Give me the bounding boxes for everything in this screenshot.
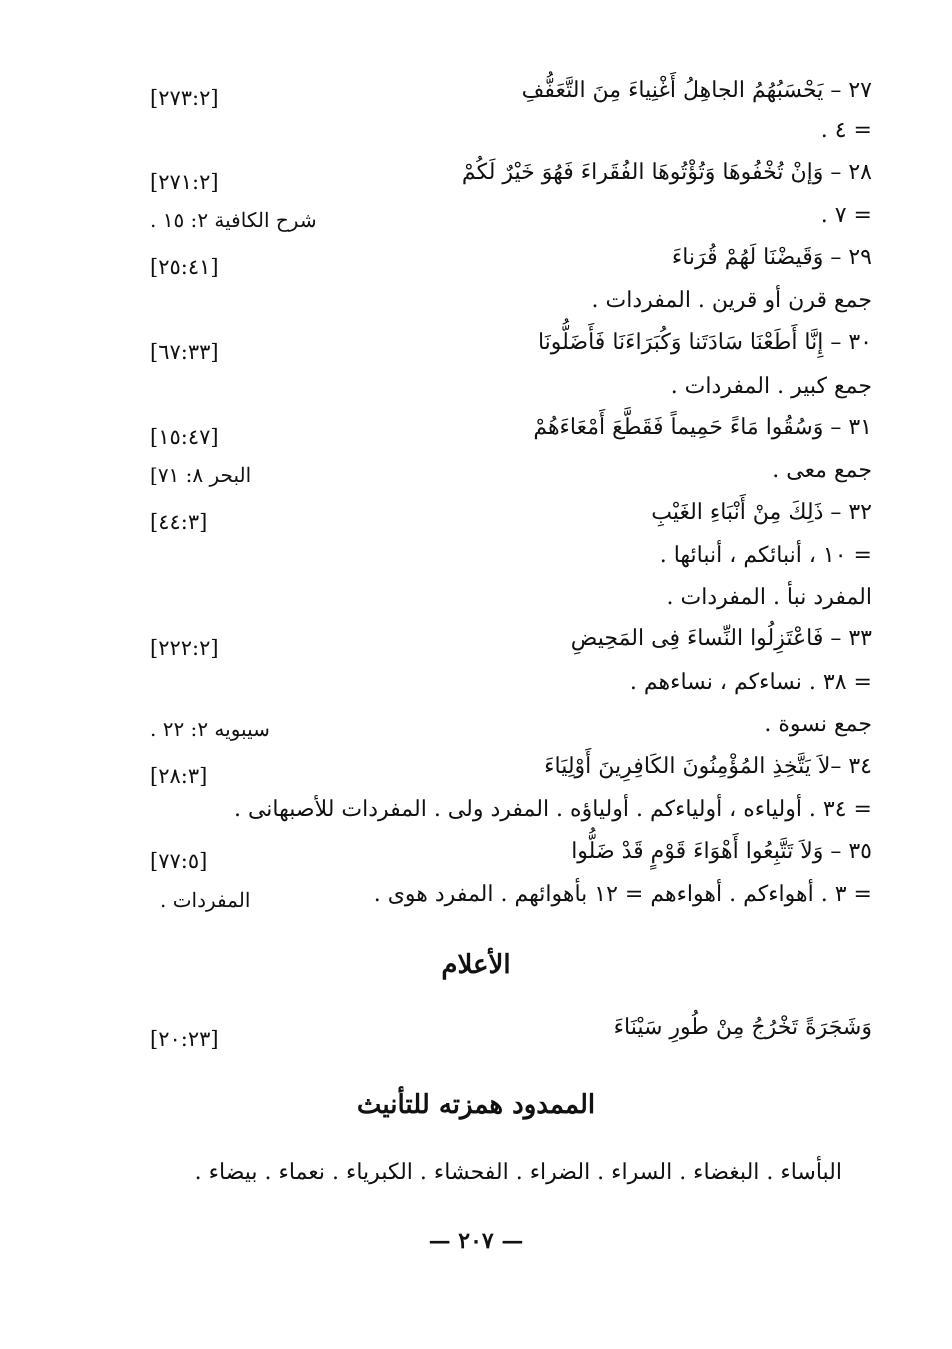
- entry-27-ref: [٢٧٣:٢]: [150, 86, 219, 110]
- entry-35: ٣٥ – وَلاَ تَتَّبِعُوا أَهْوَاءَ قَوْمٍ قَدْ ضَلُّوا: [571, 839, 872, 864]
- entry-27: ٢٧ – يَحْسَبُهُمُ الجاهِلُ أَغْنِياءَ مِنَ التَّعَفُّفِ: [521, 78, 872, 103]
- entry-35-ref: [٧٧:٥]: [150, 849, 208, 873]
- entry-33-ref: [٢٢٢:٢]: [150, 636, 219, 660]
- entry-30-ref: [٦٧:٣٣]: [150, 340, 219, 364]
- entry-29-ref: [٢٥:٤١]: [150, 255, 219, 279]
- entry-31-ref: [١٥:٤٧]: [150, 425, 219, 449]
- entry-35-note: = ٣ . أهواءكم . أهواءهم = ١٢ بأهوائهم . المفرد هوى .: [373, 882, 872, 907]
- entry-31-source: البحر ٨: ٧١]: [150, 463, 252, 487]
- section-heading-alam: الأعلام: [441, 950, 511, 980]
- entry-34-note: = ٣٤ . أولياءه ، أولياءكم . أولياؤه . المفرد ولى . المفردات للأصبهانى .: [233, 797, 872, 822]
- entry-33-note: = ٣٨ . نساءكم ، نساءهم .: [629, 670, 872, 695]
- mamdud-list: البأساء . البغضاء . السراء . الضراء . الفحشاء . الكبرياء . نعماء . بيضاء .: [194, 1160, 842, 1185]
- page-number: — ٢٠٧ —: [428, 1228, 524, 1254]
- entry-32-note2: المفرد نبأ . المفردات .: [666, 585, 872, 610]
- alam-entry: وَشَجَرَةً تَخْرُجُ مِنْ طُورِ سَيْنَاءَ: [613, 1015, 872, 1040]
- alam-entry-ref: [٢٠:٢٣]: [150, 1027, 219, 1051]
- entry-32-note: = ١٠ ، أنبائكم ، أنبائها .: [659, 543, 872, 568]
- entry-35-source: المفردات .: [160, 888, 251, 912]
- entry-28-ref: [٢٧١:٢]: [150, 170, 219, 194]
- entry-33-note2: جمع نسوة .: [764, 712, 872, 737]
- entry-33: ٣٣ – فَاعْتَزِلُوا النِّساءَ فِى المَحِيضِ: [570, 626, 872, 651]
- entry-29: ٢٩ – وَقَيضْنَا لَهُمْ قُرَناءَ: [671, 245, 872, 270]
- entry-31-note: جمع معى .: [772, 458, 872, 483]
- entry-30-note: جمع كبير . المفردات .: [670, 374, 872, 399]
- entry-27-note: = ٤ .: [820, 118, 872, 143]
- entry-34-ref: [٢٨:٣]: [150, 764, 208, 788]
- entry-28: ٢٨ – وَإنْ تُخْفُوهَا وَتُؤْتُوهَا الفُقَراءَ فَهُوَ خَيْرٌ لَكُمْ: [461, 160, 872, 185]
- entry-28-source: شرح الكافية ٢: ١٥ .: [150, 208, 317, 232]
- entry-32: ٣٢ – ذَلِكَ مِنْ أَنْبَاءِ الغَيْبِ: [651, 500, 872, 525]
- entry-30: ٣٠ – إِنَّا أَطَعْنَا سَادَتَنا وَكُبَرَاءَنَا فَأَضَلُّونَا: [537, 330, 872, 355]
- entry-28-note: = ٧ .: [820, 203, 872, 228]
- entry-31: ٣١ – وَسُقُوا مَاءً حَمِيماً فَقَطَّعَ أَمْعَاءَهُمْ: [533, 415, 872, 440]
- entry-34: ٣٤ –لاَ يَتَّخِذِ المُؤْمِنُونَ الكَافِرِينَ أَوْلِيَاءَ: [544, 754, 872, 779]
- entry-32-ref: [٤٤:٣]: [150, 510, 208, 534]
- section-heading-mamdud: الممدود همزته للتأنيث: [356, 1090, 596, 1120]
- entry-29-note: جمع قرن أو قرين . المفردات .: [591, 288, 872, 313]
- entry-33-source: سيبويه ٢: ٢٢ .: [150, 717, 270, 741]
